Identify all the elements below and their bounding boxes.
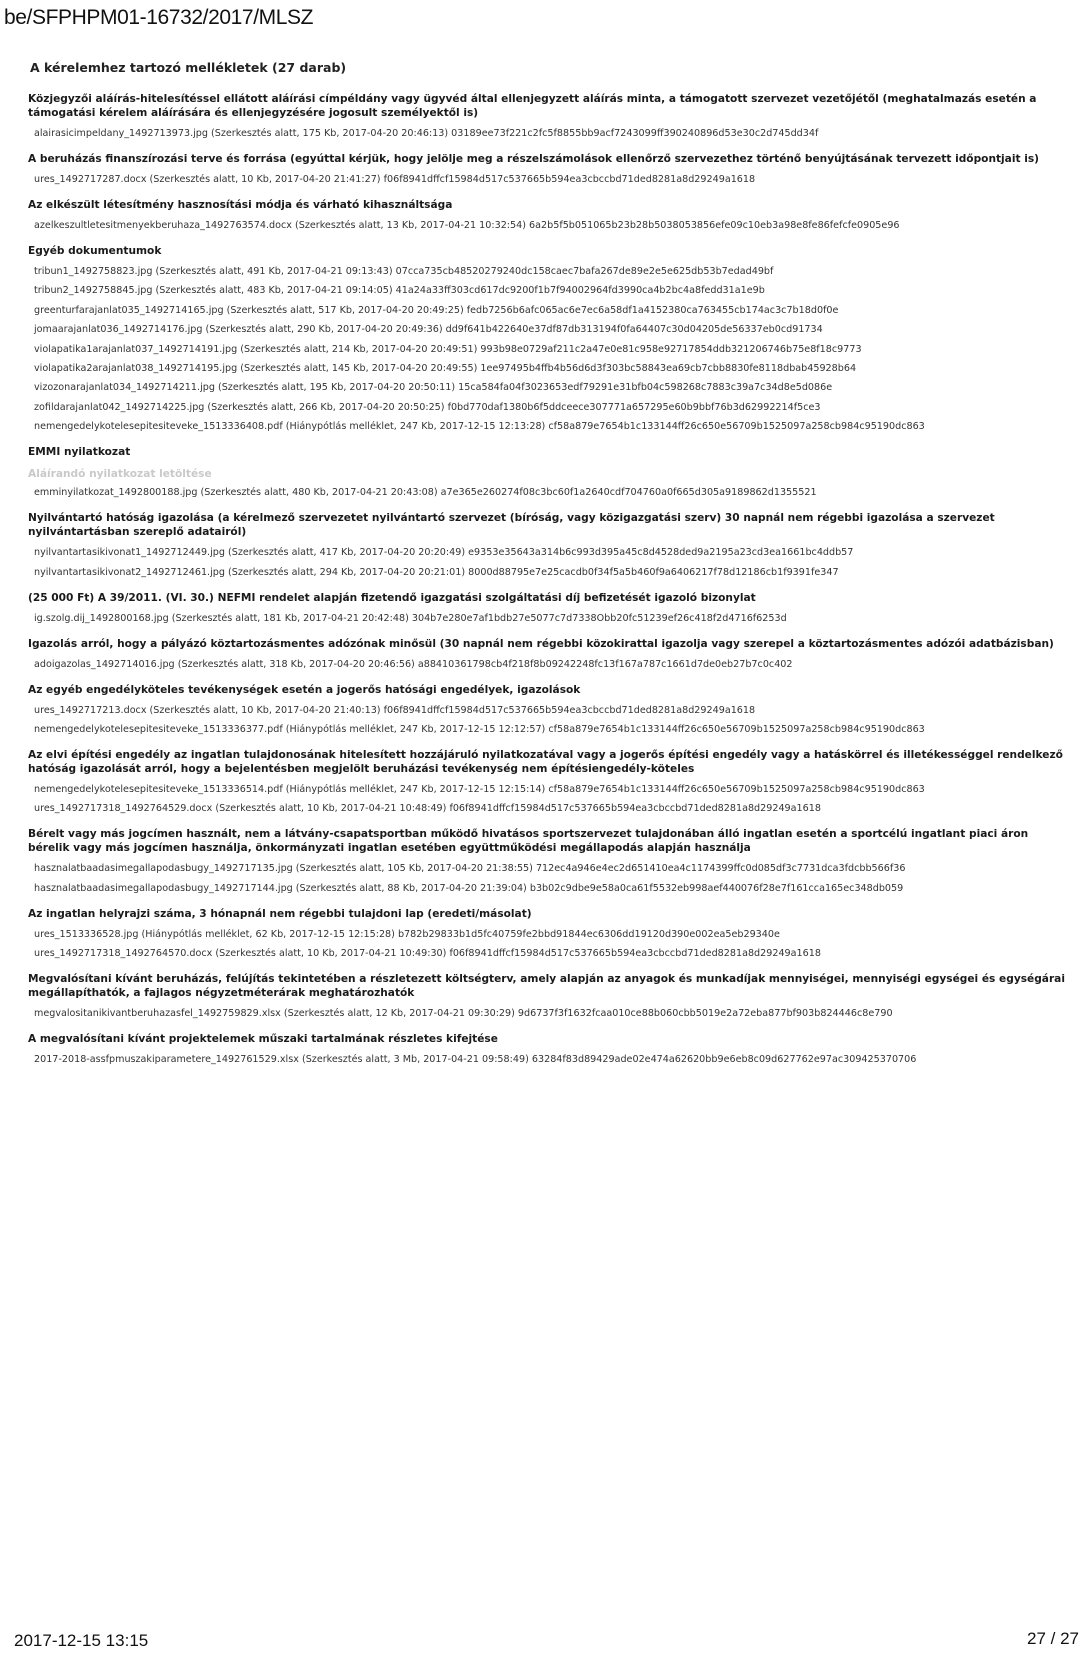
section-heading: A megvalósítani kívánt projektelemek műszaki tartalmának részletes kifejtése [28, 1033, 498, 1046]
attachment-file-entry[interactable]: hasznalatbaadasimegallapodasbugy_1492717144.jpg (Szerkesztés alatt, 88 Kb, 2017-04-20 21:39:04) b3b02c9dbe9e58a0ca61f5532eb998aef440076f28e7f161cca165ec348db059 [34, 882, 904, 894]
section-heading: Közjegyzői aláírás-hitelesítéssel ellátott aláírási címpéldány vagy ügyvéd által ellenjegyzett aláírás minta, a támogatott szervezet vezetőjétől (meghatalmazás esetén a támogatási kérelem aláírására és ellenjegyzésére jogosult személyektől is) [28, 93, 1037, 119]
attachment-file-entry[interactable]: ig.szolg.dij_1492800168.jpg (Szerkesztés alatt, 181 Kb, 2017-04-21 20:42:48) 304b7e280e7af1bdb27e5077c7d7338Obb20fc51239ef26c418f2d4716f6253d [34, 612, 787, 624]
section-heading: (25 000 Ft) A 39/2011. (VI. 30.) NEFMI rendelet alapján fizetendő igazgatási szolgáltatási díj befizetését igazoló bizonylat [28, 591, 756, 604]
attachment-file-entry[interactable]: hasznalatbaadasimegallapodasbugy_1492717135.jpg (Szerkesztés alatt, 105 Kb, 2017-04-20 21:38:55) 712ec4a946e4ec2d651410ea4c1174399ffc0d085df3c7731dca3fdcbb566f36 [34, 863, 906, 875]
attachment-file-entry[interactable]: jomaarajanlat036_1492714176.jpg (Szerkesztés alatt, 290 Kb, 2017-04-20 20:49:36) dd9f641b422640e37df87db313194f0fa64407c30d04205de56337eb0cd91734 [34, 324, 823, 336]
section-heading: Az ingatlan helyrajzi száma, 3 hónapnál nem régebbi tulajdoni lap (eredeti/másolat) [28, 907, 532, 920]
attachments-title: A kérelemhez tartozó mellékletek (27 darab) [30, 60, 347, 75]
section-heading: Az elvi építési engedély az ingatlan tulajdonosának hitelesített hozzájáruló nyilatkozatával vagy a jogerős építési engedély vagy a hatáskörrel és illetékességgel rendelkező hatóság igazolását arról, hogy a bejelentésben megjelölt beruházási tevékenység nem építésiengedély-köteles [28, 748, 1063, 775]
attachment-section [28, 683, 1068, 736]
attachment-section [28, 198, 1068, 232]
footer-date: 2017-12-15 13:15 [14, 1631, 149, 1650]
attachment-file-entry[interactable]: ures_1513336528.jpg (Hiánypótlás melléklet, 62 Kb, 2017-12-15 12:15:28) b782b29833b1d5fc40759fe2bbd91844ec6306dd19120d390e002ea5eb29340e [34, 928, 780, 940]
attachment-section [28, 445, 1068, 499]
section-heading: Az elkészült létesítmény hasznosítási módja és várható kihasználtsága [28, 199, 453, 211]
attachment-file-entry[interactable]: azelkeszultletesitmenyekberuhaza_1492763574.docx (Szerkesztés alatt, 13 Kb, 2017-04-21 10:32:54) 6a2b5f5b051065b23b28b5038053856efe09c10eb3a98e8fe86fefcfe0905e96 [34, 220, 900, 231]
attachment-file-entry[interactable]: emminyilatkozat_1492800188.jpg (Szerkesztés alatt, 480 Kb, 2017-04-21 20:43:08) a7e365e260274f08c3bc60f1a2640cdf704760a0f665d305a9189862d1355521 [34, 487, 817, 499]
attachment-file-entry[interactable]: nyilvantartasikivonat1_1492712449.jpg (Szerkesztés alatt, 417 Kb, 2017-04-20 20:20:49) e9353e35643a314b6c993d395a45c8d4528ded9a2195a23cd3ea1661bc4ddb57 [34, 547, 854, 559]
document-id: be/SFPHPM01-16732/2017/MLSZ [4, 6, 314, 29]
attachment-section [28, 827, 1068, 894]
attachment-file-entry[interactable]: violapatika2arajanlat038_1492714195.jpg (Szerkesztés alatt, 145 Kb, 2017-04-20 20:49:55) 1ee97495b4ffb4b56d6d3f303bc58843ea69cb7cbb8830fe8118dbab45928b64 [34, 362, 857, 374]
attachment-file-entry[interactable]: nemengedelykotelesepitesiteveke_1513336377.pdf (Hiánypótlás melléklet, 247 Kb, 2017-12-15 12:12:57) cf58a879e7654b1c133144ff26c650e56709b1525097a258cb984c95190dc863 [34, 723, 925, 735]
attachment-file-entry[interactable]: ures_1492717318_1492764570.docx (Szerkesztés alatt, 10 Kb, 2017-04-21 10:49:30) f06f8941dffcf15984d517c537665b594ea3cbccbd71ded8281a8d29249a1618 [34, 948, 821, 960]
section-heading: EMMI nyilatkozat [28, 446, 131, 459]
attachment-file-entry[interactable]: ures_1492717318_1492764529.docx (Szerkesztés alatt, 10 Kb, 2017-04-21 10:48:49) f06f8941dffcf15984d517c537665b594ea3cbccbd71ded8281a8d29249a1618 [34, 803, 821, 815]
attachment-section [28, 591, 1068, 625]
section-heading: Nyilvántartó hatóság igazolása (a kérelmező szervezetet nyilvántartó szervezet (bíróság, vagy közigazgatási szerv) 30 napnál nem régebbi igazolása a szervezet nyilvántartásban szereplő adatairól) [28, 512, 995, 539]
attachment-file-entry[interactable]: nyilvantartasikivonat2_1492712461.jpg (Szerkesztés alatt, 294 Kb, 2017-04-20 20:21:01) 8000d88795e7e25cacdb0f34f5a5b460f9a6406217f78d12186cb1f9391fe347 [34, 566, 839, 578]
attachment-section [28, 152, 1068, 186]
attachment-section [28, 511, 1068, 578]
page-number: 27 / 27 [1027, 1629, 1079, 1648]
attachment-section [28, 748, 1068, 815]
attachment-section [28, 1032, 1068, 1066]
attachment-file-entry[interactable]: ures_1492717213.docx (Szerkesztés alatt, 10 Kb, 2017-04-20 21:40:13) f06f8941dffcf15984d517c537665b594ea3cbccbd71ded8281a8d29249a1618 [34, 704, 756, 716]
attachment-file-entry[interactable]: megvalositanikivantberuhazasfel_1492759829.xlsx (Szerkesztés alatt, 12 Kb, 2017-04-21 09:30:29) 9d6737f3f1632fcaa010ce88b060cbb5019e2a72eba877bf903b824446c8e790 [34, 1008, 893, 1020]
section-heading: Igazolás arról, hogy a pályázó köztartozásmentes adózónak minősül (30 napnál nem régebbi közokirattal igazolja vagy szerepel a köztartozásmentes adózói adatbázisban) [28, 637, 1054, 650]
section-heading: Egyéb dokumentumok [28, 245, 162, 257]
section-heading: Az egyéb engedélyköteles tevékenységek esetén a jogerős hatósági engedélyek, igazolások [28, 683, 581, 696]
attachment-file-entry[interactable]: ures_1492717287.docx (Szerkesztés alatt, 10 Kb, 2017-04-20 21:41:27) f06f8941dffcf15984d517c537665b594ea3cbccbd71ded8281a8d29249a1618 [34, 174, 756, 185]
attachments-list [28, 92, 1068, 1078]
attachment-file-entry[interactable]: nemengedelykotelesepitesiteveke_1513336514.pdf (Hiánypótlás melléklet, 247 Kb, 2017-12-15 12:15:14) cf58a879e7654b1c133144ff26c650e56709b1525097a258cb984c95190dc863 [34, 783, 925, 795]
attachment-file-entry[interactable]: adoigazolas_1492714016.jpg (Szerkesztés alatt, 318 Kb, 2017-04-20 20:46:56) a88410361798cb4f218f8b09242248fc13f167a787c1661d7de0eb27b7c0c402 [34, 658, 793, 670]
attachment-section [28, 907, 1068, 960]
attachment-section [28, 972, 1068, 1020]
section-heading: Megvalósítani kívánt beruházás, felújítás tekintetében a részletezett költségterv, amely alapján az anyagok és munkadíjak mennyiségei, mennyiségi egységei és egységárai megállapíthatók, a fajlagos négyzetméterárak meghatározhatók [28, 973, 1065, 1000]
section-heading: Bérelt vagy más jogcímen használt, nem a látvány-csapatsportban működő hivatásos sportszervezet tulajdonában álló ingatlan esetén a sportcélú ingatlant piaci áron bérelik vagy más jogcímen használja, önkormányzati ingatlan esetében együttműködési megállapodás alapján használja [28, 828, 1029, 855]
attachment-file-entry[interactable]: zofildarajanlat042_1492714225.jpg (Szerkesztés alatt, 266 Kb, 2017-04-20 20:50:25) f0bd770daf1380b6f5ddceece307771a657295e60b9bbf76b3d62992214f5ce3 [34, 401, 821, 413]
attachment-file-entry[interactable]: 2017-2018-assfpmuszakiparametere_1492761529.xlsx (Szerkesztés alatt, 3 Mb, 2017-04-21 09:58:49) 63284f83d89429ade02e474a62620bb9e6eb8c09d627762e97ac309425370706 [34, 1054, 917, 1066]
section-heading: A beruházás finanszírozási terve és forrása (egyúttal kérjük, hogy jelölje meg a részelszámolások ellenőrző szervezethez történő benyújtásának tervezett időpontjait is) [28, 153, 1039, 165]
attachment-file-entry[interactable]: nemengedelykotelesepitesiteveke_1513336408.pdf (Hiánypótlás melléklet, 247 Kb, 2017-12-15 12:13:28) cf58a879e7654b1c133144ff26c650e56709b1525097a258cb984c95190dc863 [34, 421, 925, 433]
attachment-section [28, 244, 1068, 433]
attachment-section [28, 637, 1068, 671]
download-declaration-link[interactable]: Aláírandó nyilatkozat letöltése [28, 468, 212, 481]
attachment-file-entry[interactable]: violapatika1arajanlat037_1492714191.jpg (Szerkesztés alatt, 214 Kb, 2017-04-20 20:49:51) 993b98e0729af211c2a47e0e81c958e92717854ddb321206746b75e8f18c9773 [34, 343, 862, 355]
attachment-file-entry[interactable]: alairasicimpeldany_1492713973.jpg (Szerkesztés alatt, 175 Kb, 2017-04-20 20:46:13) 03189ee73f221c2fc5f8855bb9acf7243099ff390240896d53e30c2d745dd34f [34, 128, 819, 139]
attachment-file-entry[interactable]: tribun1_1492758823.jpg (Szerkesztés alatt, 491 Kb, 2017-04-21 09:13:43) 07cca735cb48520279240dc158caec7bafa267de89e2e5e625db53b7edad49bf [34, 266, 774, 277]
attachment-file-entry[interactable]: tribun2_1492758845.jpg (Szerkesztés alatt, 483 Kb, 2017-04-21 09:14:05) 41a24a33ff303cd617dc9200f1b7f94002964fd3990ca4b2bc4a8fedd31a1e9b [34, 285, 765, 297]
attachment-file-entry[interactable]: vizozonarajanlat034_1492714211.jpg (Szerkesztés alatt, 195 Kb, 2017-04-20 20:50:11) 15ca584fa04f3023653edf79291e31bfb04c598268c7883c39a7c34d8e5d086e [34, 382, 833, 394]
attachment-file-entry[interactable]: greenturfarajanlat035_1492714165.jpg (Szerkesztés alatt, 517 Kb, 2017-04-20 20:49:25) fedb7256b6afc065ac6e7ec6a58df1a4152380ca763455cb174ac3c7b18d0f0e [34, 304, 839, 316]
attachment-section [28, 92, 1068, 140]
